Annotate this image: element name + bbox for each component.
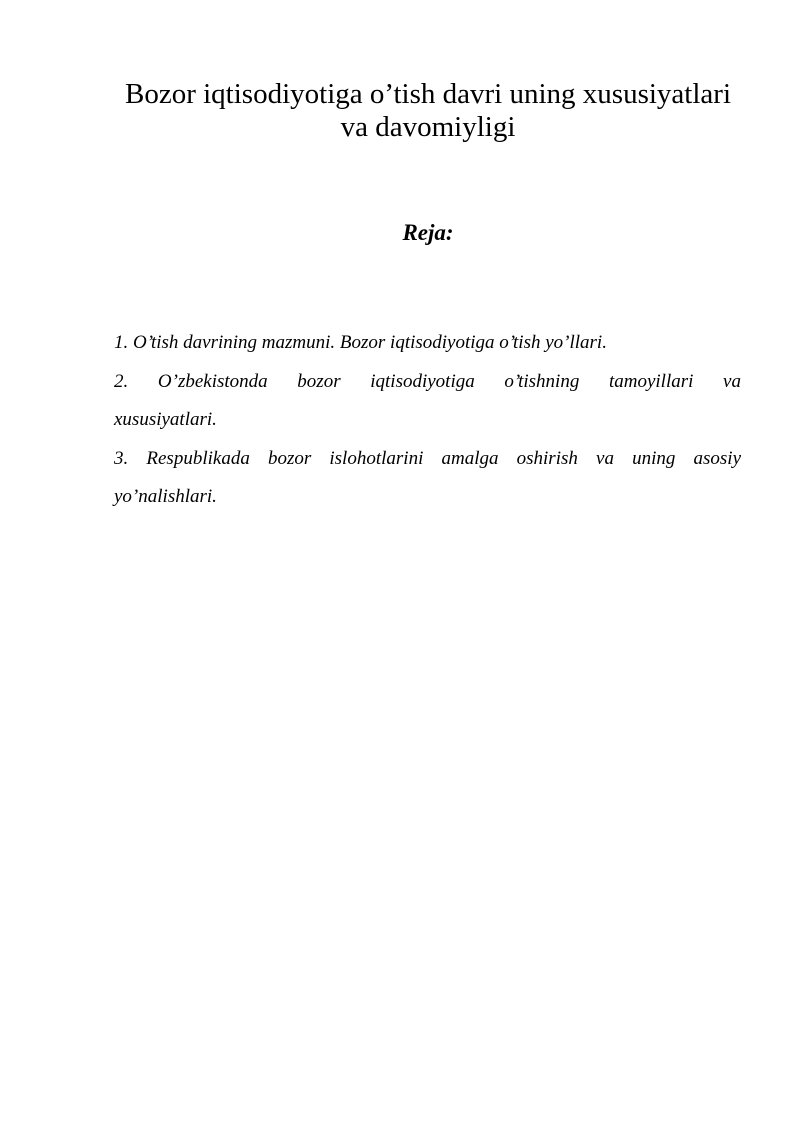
plan-item-2: 2. O’zbekistonda bozor iqtisodiyotiga o’tishning tamoyillari va xususiyatlari. xyxy=(114,370,741,430)
title-line-2: va davomiyligi xyxy=(340,111,516,143)
plan-item-3: 3. Respublikada bozor islohotlarini amalga oshirish va uning asosiy yo’nalishlari. xyxy=(114,447,741,507)
plan-item-1: 1. O’tish davrining mazmuni. Bozor iqtisodiyotiga o’tish yo’llari. xyxy=(114,332,607,353)
plan-list xyxy=(114,324,741,517)
title-line-1: Bozor iqtisodiyotiga o’tish davri uning xususiyatlari xyxy=(125,78,731,110)
plan-heading: Reja: xyxy=(402,220,454,245)
document-title xyxy=(100,78,756,144)
